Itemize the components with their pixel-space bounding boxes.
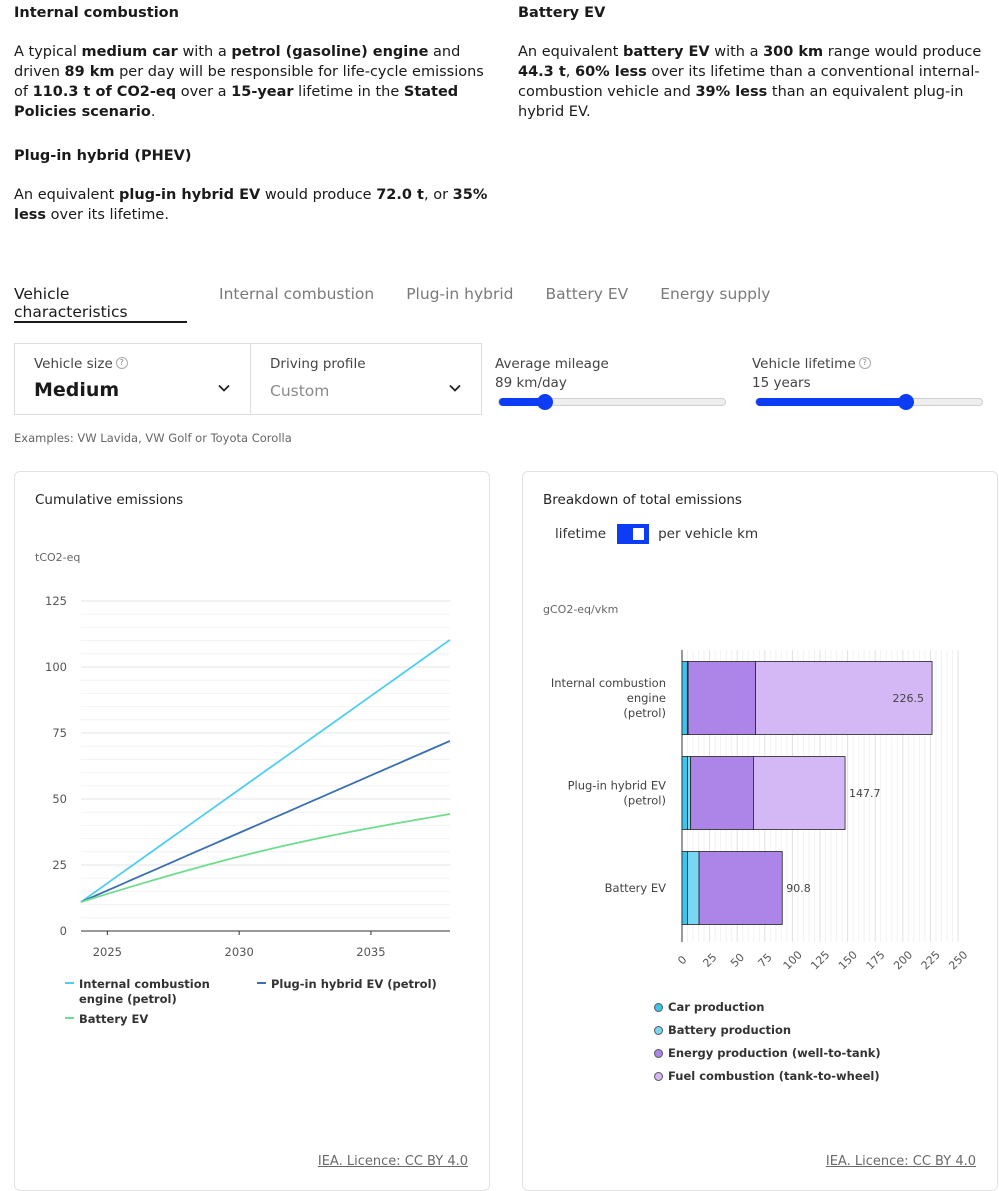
driving-profile-label: Driving profile [270, 356, 366, 372]
legend-item[interactable] [257, 977, 442, 992]
legend-label: Car production [668, 1000, 765, 1014]
vehicle-size-select[interactable] [14, 343, 251, 415]
cumulative-emissions-chart [15, 472, 489, 959]
breakdown-emissions-chart [523, 472, 997, 972]
toggle-label-per-km: per vehicle km [658, 526, 759, 542]
legend-dot [654, 1026, 663, 1035]
phev-summary-text: An equivalent plug-in hybrid EV would produce 72.0 t, or 35% less over its lifetime. [14, 187, 488, 223]
bev-summary-text: An equivalent battery EV with a 300 km range would produce 44.3 t, 60% less over its lifetime than a conventional internal-combustion vehicle and 39% less than an equivalent plug-in hybrid EV. [518, 44, 982, 120]
bar-segment [699, 852, 782, 925]
average-mileage-label: Average mileage [495, 356, 609, 372]
bar-segment [691, 757, 754, 830]
bar-segment [688, 662, 755, 735]
y-tick-label: 125 [45, 594, 67, 608]
bar-total-label: 90.8 [786, 882, 811, 895]
vehicle-lifetime-control [752, 355, 871, 393]
average-mileage-slider[interactable] [498, 398, 726, 406]
x-tick-label: 25 [700, 950, 720, 970]
cumulative-emissions-title: Cumulative emissions [35, 492, 184, 508]
info-icon[interactable]: ? [116, 357, 128, 369]
x-tick-label: 100 [780, 948, 805, 973]
series-line [81, 814, 450, 902]
bar-segment [687, 757, 690, 830]
ice-summary-heading: Internal combustion [14, 5, 179, 21]
series-line [81, 640, 450, 902]
y-tick-label: 0 [59, 924, 67, 938]
bev-summary-heading: Battery EV [518, 5, 606, 21]
legend-swatch [257, 982, 266, 984]
x-tick-label: 250 [946, 948, 971, 973]
x-tick-label: 2030 [224, 945, 254, 959]
x-tick-label: 2035 [356, 945, 386, 959]
bar-segment [753, 757, 845, 830]
bar-segment [682, 852, 687, 925]
category-label: (petrol) [623, 793, 666, 808]
x-tick-label: 2025 [92, 945, 122, 959]
x-tick-label: 125 [808, 948, 833, 973]
toggle-label-lifetime: lifetime [555, 526, 607, 542]
category-label: Battery EV [604, 881, 666, 895]
y-tick-label: 50 [52, 792, 67, 806]
legend-item[interactable] [654, 1065, 881, 1088]
vehicle-size-value: Medium [34, 379, 120, 401]
legend-label: Internal combustion engine (petrol) [79, 977, 210, 1006]
legend-label: Plug-in hybrid EV (petrol) [271, 977, 437, 991]
legend-item[interactable] [65, 977, 250, 1007]
x-tick-label: 200 [891, 948, 916, 973]
vehicle-size-label: Vehicle size ? [34, 356, 128, 372]
tab-battery-ev[interactable]: Battery EV [545, 285, 629, 303]
ice-summary-text: A typical medium car with a petrol (gasoline) engine and driven 89 km per day will be responsible for life-cycle emissions of 110.3 t of CO2-eq over a 15-year lifetime in the Stated Policies scenario. [14, 44, 484, 120]
x-tick-label: 225 [918, 948, 943, 973]
bar-total-label: 226.5 [892, 692, 925, 705]
vehicle-lifetime-slider-fill [756, 398, 906, 406]
bar-segment [682, 662, 687, 735]
tab-bar [14, 283, 802, 323]
category-label: engine [626, 691, 666, 705]
cumulative-emissions-card [14, 471, 490, 1191]
breakdown-emissions-title: Breakdown of total emissions [543, 492, 742, 508]
x-axis-label: gCO2-eq/vkm [543, 603, 619, 616]
y-tick-label: 100 [45, 660, 67, 674]
driving-profile-value: Custom [270, 382, 330, 400]
legend-swatch [65, 982, 74, 984]
category-label: Internal combustion [550, 676, 666, 690]
y-tick-label: 25 [52, 858, 67, 872]
bar-total-label: 147.7 [849, 787, 881, 800]
summary-right-column [518, 3, 993, 146]
legend-dot [654, 1049, 663, 1058]
x-tick-label: 0 [675, 953, 690, 968]
category-label: (petrol) [623, 706, 666, 720]
y-axis-label: tCO2-eq [35, 551, 81, 564]
legend-item[interactable] [654, 1042, 881, 1065]
driving-profile-select[interactable] [250, 343, 482, 415]
average-mileage-value: 89 km/day [495, 375, 567, 391]
x-tick-label: 75 [755, 950, 775, 970]
vehicle-lifetime-label: Vehicle lifetime ? [752, 355, 871, 374]
chevron-down-icon[interactable] [448, 381, 462, 395]
x-tick-label: 175 [863, 948, 888, 973]
legend-item[interactable] [654, 1019, 881, 1042]
legend-dot [654, 1003, 663, 1012]
tab-internal-combustion[interactable]: Internal combustion [219, 285, 375, 303]
summary-left-column [14, 3, 499, 249]
tab-vehicle-characteristics[interactable]: Vehicle characteristics [14, 283, 187, 323]
legend-swatch [65, 1017, 74, 1019]
bar-segment [682, 757, 687, 830]
examples-note: Examples: VW Lavida, VW Golf or Toyota Corolla [14, 431, 292, 445]
bar-segment [687, 852, 699, 925]
breakdown-emissions-legend [654, 996, 881, 1088]
average-mileage-slider-handle[interactable] [537, 394, 553, 410]
legend-label: Battery production [668, 1023, 792, 1037]
chevron-down-icon[interactable] [217, 381, 231, 395]
vehicle-lifetime-slider[interactable] [755, 398, 983, 406]
tab-plug-in-hybrid[interactable]: Plug-in hybrid [406, 285, 514, 303]
breakdown-emissions-card [522, 471, 998, 1191]
legend-label: Battery EV [79, 1012, 149, 1026]
vehicle-lifetime-value: 15 years [752, 375, 811, 391]
info-icon[interactable]: ? [859, 357, 871, 369]
y-tick-label: 75 [52, 726, 67, 740]
legend-item[interactable] [65, 1012, 265, 1027]
licence-link[interactable]: IEA. Licence: CC BY 4.0 [825, 1154, 976, 1169]
licence-link[interactable]: IEA. Licence: CC BY 4.0 [317, 1154, 468, 1169]
tab-energy-supply[interactable]: Energy supply [660, 285, 771, 303]
legend-label: Fuel combustion (tank-to-wheel) [668, 1069, 880, 1083]
legend-dot [654, 1072, 663, 1081]
vehicle-lifetime-slider-handle[interactable] [898, 394, 914, 410]
x-tick-label: 150 [835, 948, 860, 973]
legend-item[interactable] [654, 996, 881, 1019]
average-mileage-control [495, 355, 609, 393]
phev-summary-heading: Plug-in hybrid (PHEV) [14, 148, 192, 164]
category-label: Plug-in hybrid EV [567, 778, 666, 793]
legend-label: Energy production (well-to-tank) [668, 1046, 881, 1060]
x-tick-label: 50 [728, 950, 748, 970]
